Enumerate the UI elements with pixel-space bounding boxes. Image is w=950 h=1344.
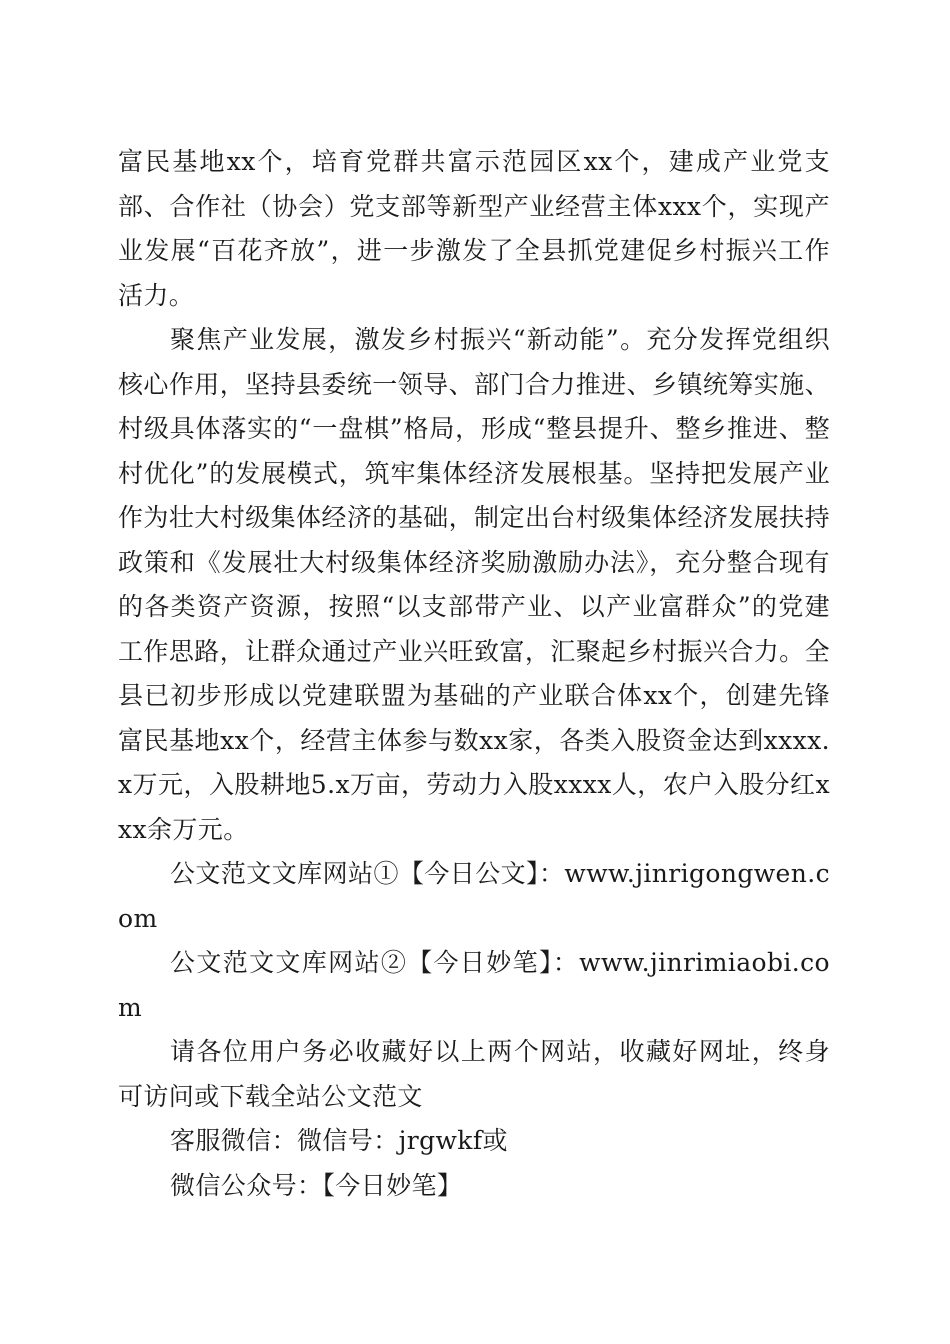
customer-service-wechat: 客服微信：微信号：jrgwkf或 (170, 1126, 508, 1155)
wechat-official-account: 微信公众号：【今日妙笔】 (170, 1170, 463, 1200)
website-line-1-text: 公文范文文库网站①【今日公文】：www.jinrigongwen.com (118, 859, 830, 933)
bookmark-reminder: 请各位用户务必收藏好以上两个网站，收藏好网址，终身可访问或下载全站公文范文 (118, 1037, 830, 1111)
document-page (118, 140, 830, 1208)
website-line-2: 公文范文文库网站②【今日妙笔】：www.jinrimiaobi.com (118, 948, 830, 1022)
website-line-1 (118, 852, 830, 941)
body-paragraph-2: 聚焦产业发展，激发乡村振兴“新动能”。充分发挥党组织核心作用，坚持县委统一领导、部门合力推进、乡镇统筹实施、村级具体落实的“一盘棋”格局，形成“整县提升、整乡推进、整村优化”的发展模式，筑牢集体经济发展根基。坚持把发展产业作为壮大村级集体经济的基础，制定出台村级集体经济发展扶持政策和《发展壮大村级集体经济奖励激励办法》，充分整合现有的各类资产资源，按照“以支部带产业、以产业富群众”的党建工作思路，让群众通过产业兴旺致富，汇聚起乡村振兴合力。全县已初步形成以党建联盟为基础的产业联合体xx个，创建先锋富民基地xx个，经营主体参与数xx家，各类入股资金达到xxxx.x万元，入股耕地5.x万亩，劳动力入股xxxx人，农户入股分红xxx余万元。 (118, 325, 830, 844)
body-paragraph-1: 富民基地xx个，培育党群共富示范园区xx个，建成产业党支部、合作社（协会）党支部等新型产业经营主体xxx个，实现产业发展“百花齐放”，进一步激发了全县抓党建促乡村振兴工作活力。 (118, 147, 830, 310)
